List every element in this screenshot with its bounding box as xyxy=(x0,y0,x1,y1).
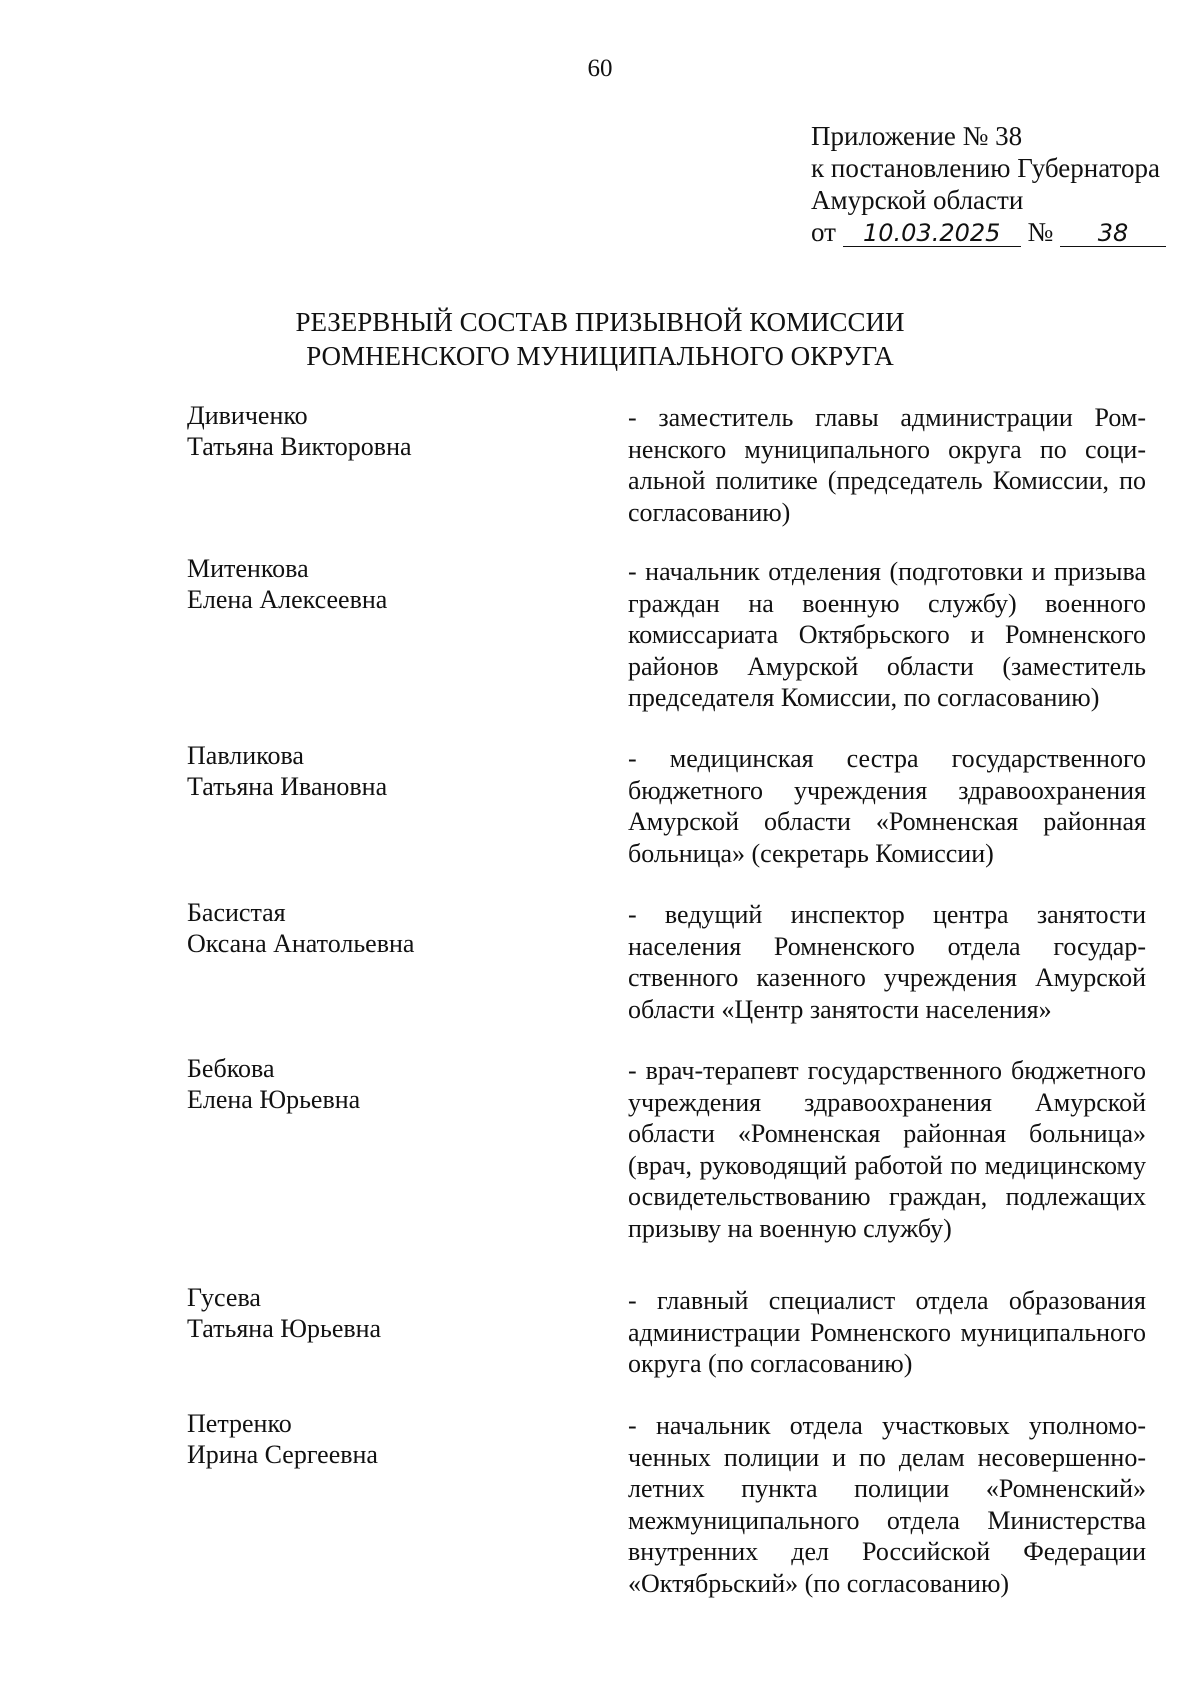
member-role: - заместитель главы администрации Ромненского муниципального округа по социальной политике (председатель Комиссии, по согласованию) xyxy=(628,403,1146,527)
member-name xyxy=(187,897,414,959)
appendix-header xyxy=(811,120,1166,248)
member-given-name: Елена Алексеевна xyxy=(187,585,388,614)
document-title-line-2: РОМНЕНСКОГО МУНИЦИПАЛЬНОГО ОКРУГА xyxy=(306,341,894,371)
page-number: 60 xyxy=(587,55,613,82)
member-surname: Басистая xyxy=(187,898,286,927)
document-title xyxy=(0,305,1200,373)
member-name xyxy=(187,1282,381,1344)
member-name xyxy=(187,400,412,462)
number-handwritten: 38 xyxy=(1060,220,1166,247)
member-role: - начальник отдела участковых уполномоченных полиции и по делам несовершеннолетних пункта полиции «Ромненский» межмуниципального отдела Министерства внутренних дел Российской Федерации «Октябрьский» (по согласованию) xyxy=(628,1411,1146,1598)
member-surname: Бебкова xyxy=(187,1054,275,1083)
member-given-name: Татьяна Ивановна xyxy=(187,772,388,801)
member-role: - ведущий инспектор центра занятости населения Ромненского отдела государственного казенного учреждения Амурской области «Центр занятости населения» xyxy=(628,900,1146,1024)
appendix-subtitle-1: к постановлению Губернатора xyxy=(811,153,1160,183)
member-surname: Митенкова xyxy=(187,554,309,583)
appendix-date-line xyxy=(811,216,1166,248)
member-name xyxy=(187,740,387,802)
member-name xyxy=(187,1053,360,1115)
date-prefix: от xyxy=(811,217,836,247)
member-name xyxy=(187,553,387,615)
member-role: - начальник отделения (подготовки и призыва граждан на военную службу) военного комиссариата Октябрьского и Ромненского районов Амурской области (заместитель председателя Комиссии, по согласованию) xyxy=(628,557,1146,712)
member-given-name: Ирина Сергеевна xyxy=(187,1440,378,1469)
member-given-name: Елена Юрьевна xyxy=(187,1085,361,1114)
member-given-name: Татьяна Викторовна xyxy=(187,432,412,461)
number-prefix: № xyxy=(1027,217,1054,247)
member-surname: Гусева xyxy=(187,1283,261,1312)
member-surname: Дивиченко xyxy=(187,401,308,430)
member-role: - врач-терапевт государственного бюджетного учреждения здравоохранения Амурской области «Ромненская районная больница» (врач, руководящий работой по медицинскому освидетельствованию граждан, подлежащих призыву на военную службу) xyxy=(628,1056,1146,1243)
member-given-name: Татьяна Юрьевна xyxy=(187,1314,382,1343)
appendix-title: Приложение № 38 xyxy=(811,121,1023,151)
member-name xyxy=(187,1408,378,1470)
date-handwritten: 10.03.2025 xyxy=(843,220,1021,247)
appendix-subtitle-2: Амурской области xyxy=(811,185,1024,215)
member-surname: Павликова xyxy=(187,741,304,770)
member-surname: Петренко xyxy=(187,1409,292,1438)
member-role: - главный специалист отдела образования администрации Ромненского муниципального округа (по согласованию) xyxy=(628,1286,1146,1378)
document-title-line-1: РЕЗЕРВНЫЙ СОСТАВ ПРИЗЫВНОЙ КОМИССИИ xyxy=(295,307,905,337)
member-role: - медицинская сестра государственного бюджетного учреждения здравоохранения Амурской области «Ромненская районная больница» (секретарь Комиссии) xyxy=(628,744,1146,868)
member-given-name: Оксана Анатольевна xyxy=(187,929,415,958)
